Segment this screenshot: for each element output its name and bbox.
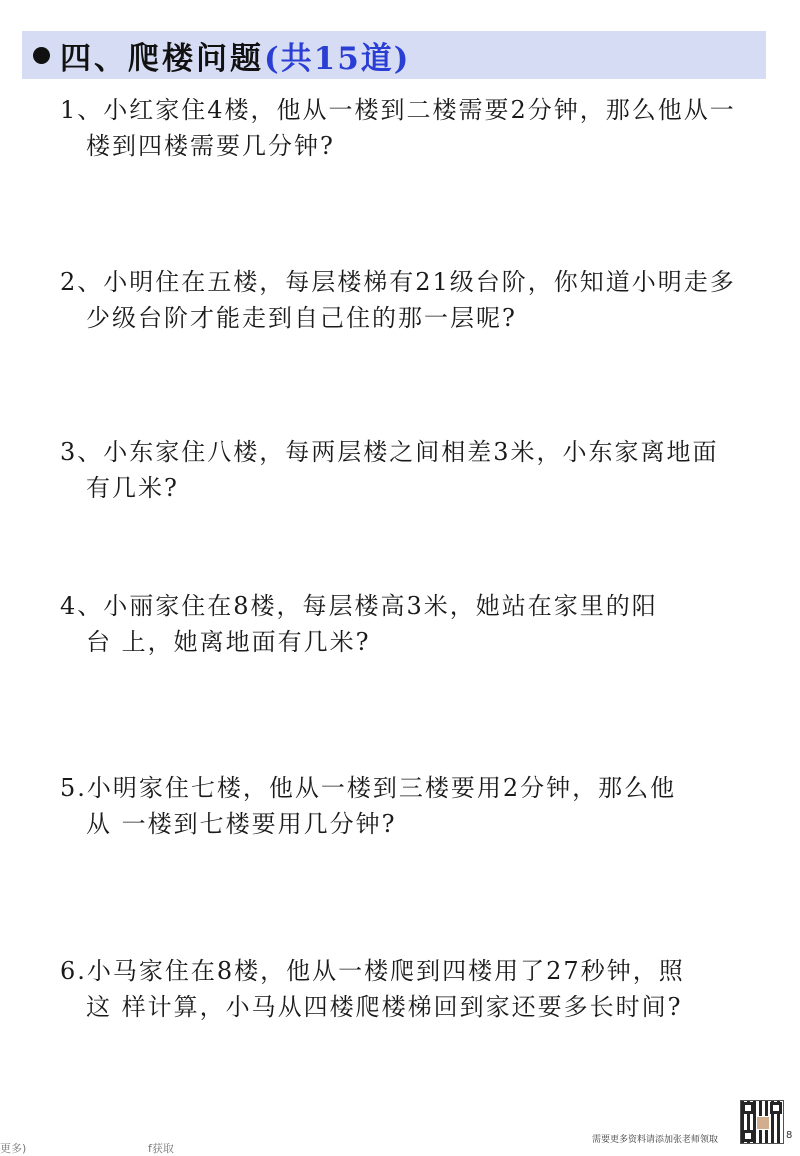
question-4	[60, 588, 760, 660]
question-text-line: 有几米?	[86, 474, 179, 502]
question-text-line: 台 上，她离地面有几米?	[86, 628, 371, 656]
question-6	[60, 953, 760, 1025]
question-2	[60, 264, 760, 336]
question-text-line: 3、小东家住八楼，每两层楼之间相差3米，小东家离地面	[60, 438, 719, 466]
qr-finder-icon	[742, 1102, 754, 1114]
question-text-line: 少级台阶才能走到自己住的那一层呢?	[86, 304, 517, 332]
page-footer	[0, 1100, 800, 1155]
bullet-icon	[33, 47, 50, 64]
avatar-icon	[756, 1116, 770, 1130]
footer-note: 需要更多资料请添加张老师领取	[592, 1135, 719, 1145]
question-text-line: 这 样计算，小马从四楼爬楼梯回到家还要多长时间?	[86, 993, 683, 1021]
section-count: (共15道)	[264, 40, 411, 77]
question-3	[60, 434, 760, 506]
question-5	[60, 770, 760, 842]
footer-fragment-left: 更多)	[0, 1142, 27, 1155]
section-header	[22, 31, 766, 79]
question-text-line: 从 一楼到七楼要用几分钟?	[86, 810, 397, 838]
question-text-line: 1、小红家住4楼，他从一楼到二楼需要2分钟，那么他从一	[60, 96, 736, 124]
section-title: 四、爬楼问题	[60, 40, 264, 77]
qr-finder-icon	[742, 1130, 754, 1142]
page-number: 8	[786, 1130, 793, 1141]
question-text-line: 楼到四楼需要几分钟?	[86, 132, 335, 160]
qr-finder-icon	[770, 1102, 782, 1114]
footer-fragment-mid: f获取	[148, 1142, 174, 1155]
question-text-line: 2、小明住在五楼，每层楼梯有21级台阶，你知道小明走多	[60, 268, 736, 296]
question-text-line: 4、小丽家住在8楼，每层楼高3米，她站在家里的阳	[60, 592, 658, 620]
question-text-line: 6.小马家住在8楼，他从一楼爬到四楼用了27秒钟，照	[60, 957, 685, 985]
question-1	[60, 92, 760, 164]
qr-code-icon	[740, 1100, 784, 1144]
question-text-line: 5.小明家住七楼，他从一楼到三楼要用2分钟，那么他	[60, 774, 677, 802]
